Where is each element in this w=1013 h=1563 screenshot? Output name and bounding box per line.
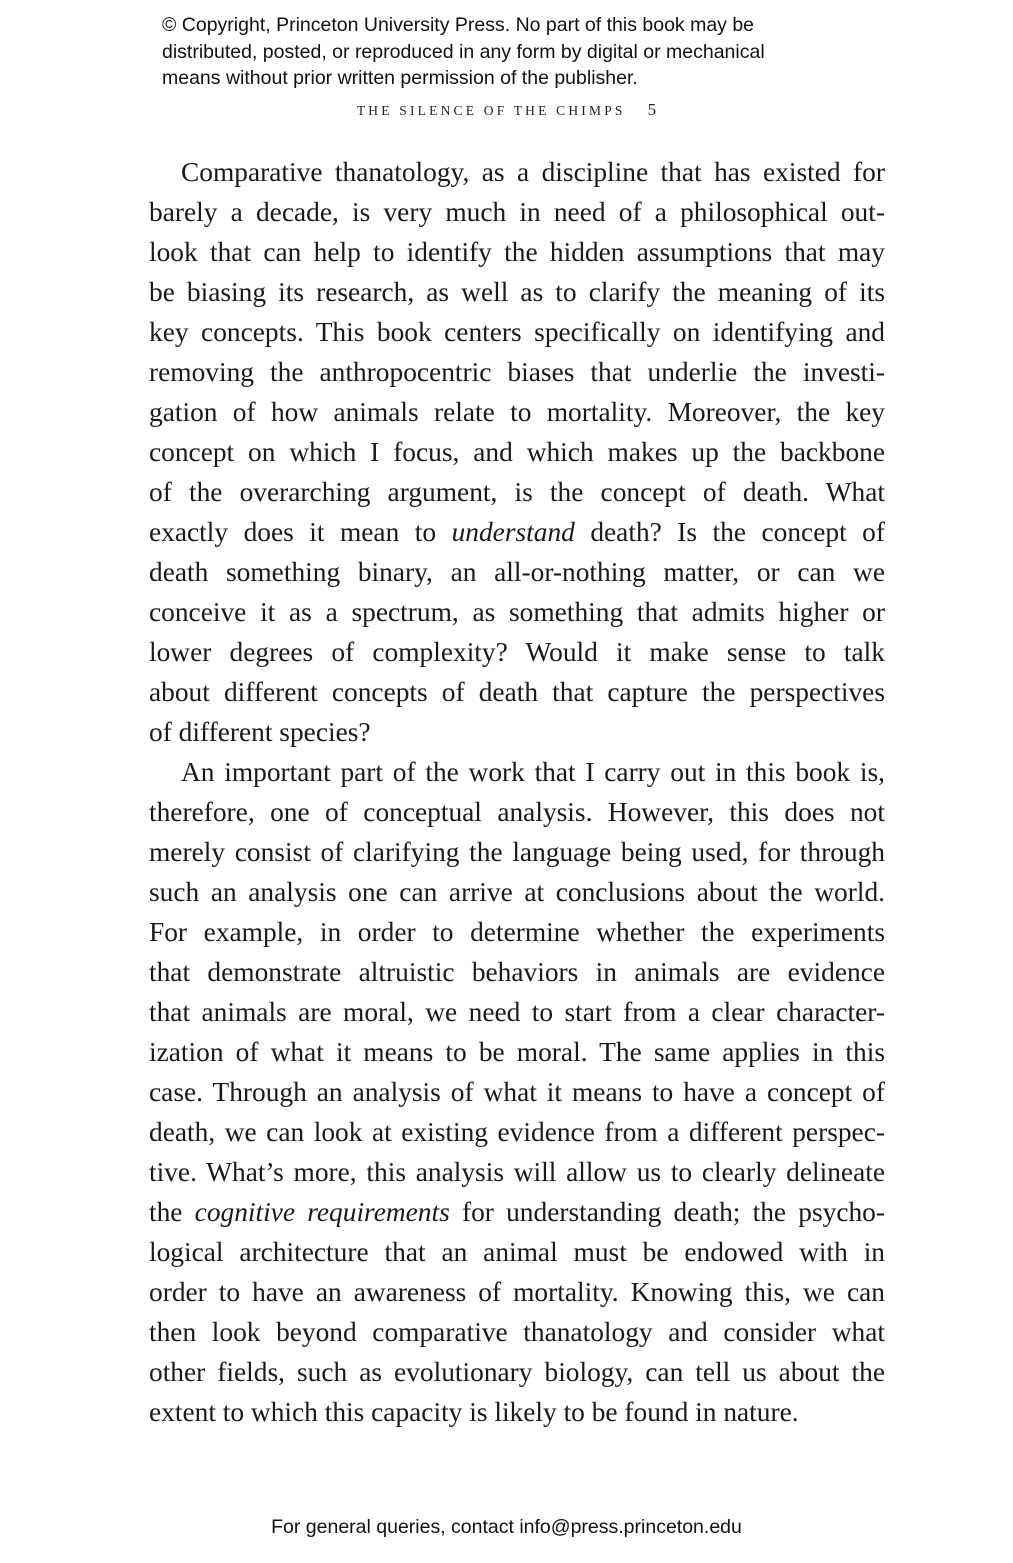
text-line: then look beyond comparative thanatology and consider what bbox=[149, 1317, 885, 1347]
text-line: of different species? bbox=[149, 717, 371, 747]
text-line: barely a decade, is very much in need of a philosophical out- bbox=[149, 197, 885, 227]
paragraph bbox=[149, 152, 885, 752]
text-line: about different concepts of death that capture the perspectives bbox=[149, 677, 885, 707]
text-line: removing the anthropocentric biases that underlie the investi- bbox=[149, 357, 885, 387]
copyright-notice bbox=[162, 12, 882, 92]
text-line: that animals are moral, we need to start from a clear character- bbox=[149, 997, 885, 1027]
text-line: therefore, one of conceptual analysis. However, this does not bbox=[149, 797, 885, 827]
text-run: exactly does it mean to bbox=[149, 517, 452, 547]
text-line bbox=[149, 1192, 885, 1232]
text-line: An important part of the work that I carry out in this book is, bbox=[181, 757, 885, 787]
text-line: case. Through an analysis of what it means to have a concept of bbox=[149, 1077, 885, 1107]
text-line: that demonstrate altruistic behaviors in animals are evidence bbox=[149, 957, 885, 987]
text-line bbox=[149, 512, 885, 552]
text-line: tive. What’s more, this analysis will allow us to clearly delineate bbox=[149, 1157, 885, 1187]
text-line: For example, in order to determine whether the experiments bbox=[149, 917, 885, 947]
page-number: 5 bbox=[647, 100, 657, 119]
text-line: gation of how animals relate to mortality. Moreover, the key bbox=[149, 397, 885, 427]
copyright-line: means without prior written permission of the publisher. bbox=[162, 67, 638, 89]
text-line: concept on which I focus, and which makes up the backbone bbox=[149, 437, 885, 467]
paragraph bbox=[149, 752, 885, 1432]
text-line: lower degrees of complexity? Would it make sense to talk bbox=[149, 637, 885, 667]
emphasis: cognitive requirements bbox=[194, 1197, 450, 1227]
text-line: of the overarching argument, is the concept of death. What bbox=[149, 477, 885, 507]
text-line: logical architecture that an animal must be endowed with in bbox=[149, 1237, 885, 1267]
text-line: order to have an awareness of mortality. Knowing this, we can bbox=[149, 1277, 885, 1307]
copyright-line: distributed, posted, or reproduced in any form by digital or mechanical bbox=[162, 40, 765, 63]
text-line: be biasing its research, as well as to clarify the meaning of its bbox=[149, 277, 885, 307]
emphasis: understand bbox=[451, 517, 575, 547]
text-line: key concepts. This book centers specifically on identifying and bbox=[149, 317, 885, 347]
copyright-line: © Copyright, Princeton University Press. No part of this book may be bbox=[162, 14, 755, 36]
text-line: look that can help to identify the hidden assumptions that may bbox=[149, 237, 885, 267]
running-head-title: THE SILENCE OF THE CHIMPS bbox=[356, 103, 626, 118]
text-run: the bbox=[149, 1197, 195, 1227]
text-line: ization of what it means to be moral. The same applies in this bbox=[149, 1037, 885, 1067]
running-head bbox=[0, 100, 1013, 120]
footer-contact: For general queries, contact info@press.princeton.edu bbox=[271, 1516, 742, 1538]
body-text bbox=[149, 152, 885, 1432]
text-line: conceive it as a spectrum, as something that admits higher or bbox=[149, 597, 885, 627]
text-line: extent to which this capacity is likely to be found in nature. bbox=[149, 1397, 799, 1427]
text-run: for understanding death; the psycho- bbox=[449, 1197, 885, 1227]
text-line: other fields, such as evolutionary biology, can tell us about the bbox=[149, 1357, 885, 1387]
text-line: such an analysis one can arrive at conclusions about the world. bbox=[149, 877, 885, 907]
text-line: death, we can look at existing evidence from a different perspec- bbox=[149, 1117, 885, 1147]
text-line: Comparative thanatology, as a discipline that has existed for bbox=[181, 157, 885, 187]
text-run: death? Is the concept of bbox=[574, 517, 885, 547]
text-line: merely consist of clarifying the language being used, for through bbox=[149, 837, 885, 867]
text-line: death something binary, an all-or-nothing matter, or can we bbox=[149, 557, 885, 587]
